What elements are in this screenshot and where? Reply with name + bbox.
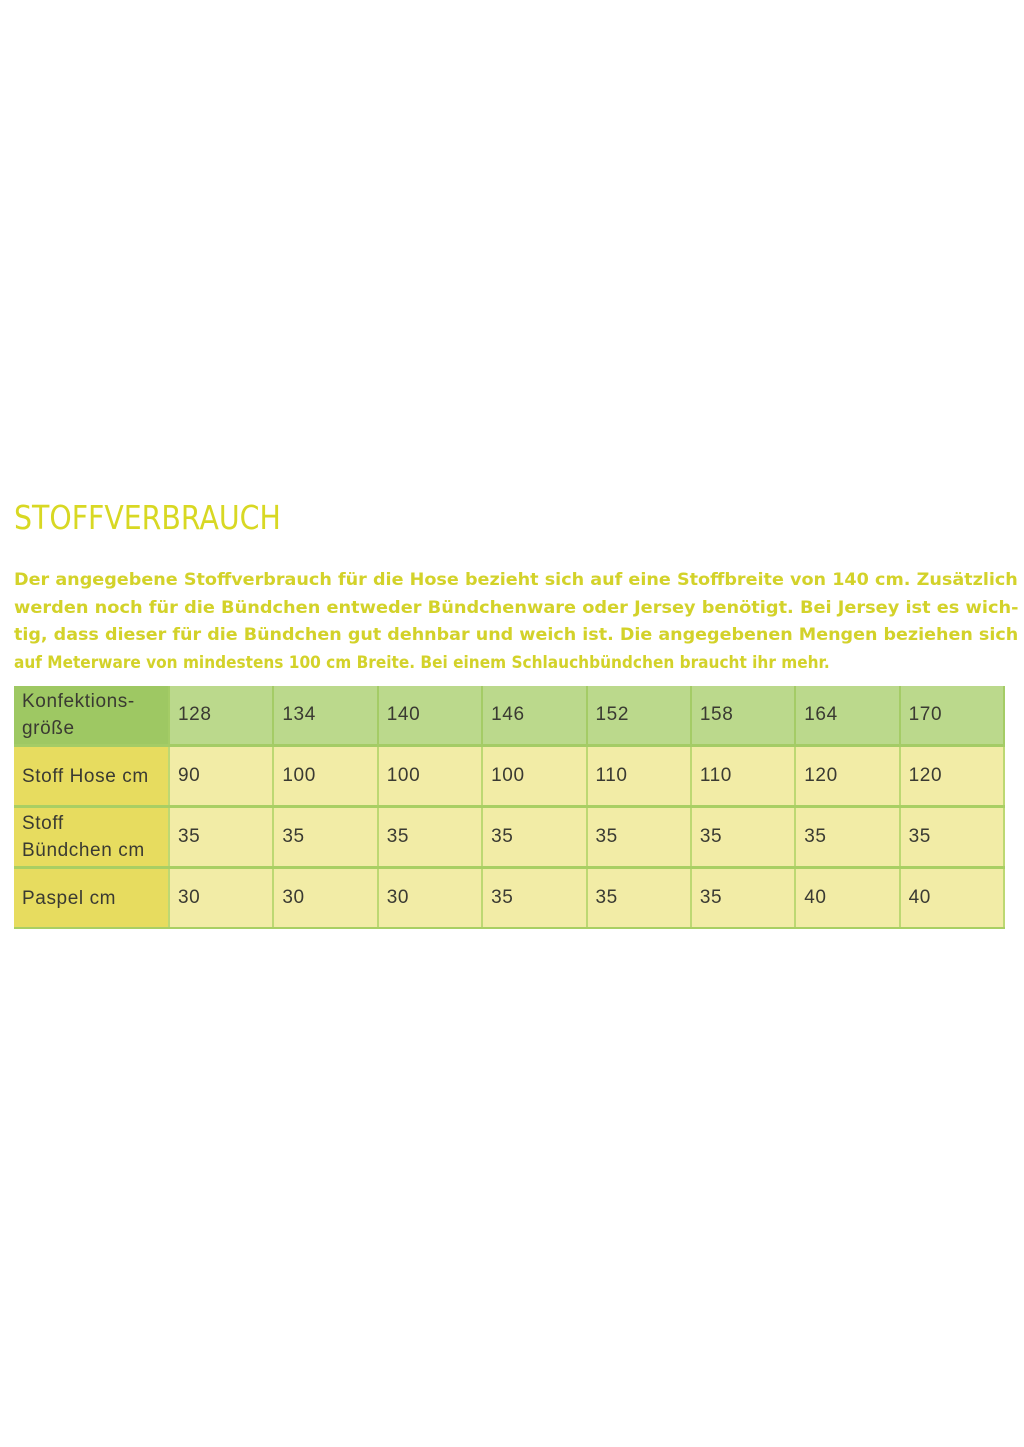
size-header-cell: 134: [273, 686, 377, 746]
value-cell: 35: [482, 868, 586, 929]
row-label-line2: Bündchen cm: [22, 840, 145, 861]
header-label-cell: [14, 686, 169, 746]
intro-line: auf Meterware von mindestens 100 cm Breite. Bei einem Schlauchbündchen braucht ihr mehr.: [14, 652, 830, 672]
row-label-cell: [14, 746, 169, 807]
table-header-row: [14, 686, 1004, 746]
value-cell: 100: [273, 746, 377, 807]
value-cell: 35: [378, 807, 482, 868]
value-cell: 30: [169, 868, 273, 929]
value-cell: 35: [691, 868, 795, 929]
fabric-consumption-table: [14, 686, 1005, 929]
size-header-cell: 140: [378, 686, 482, 746]
value-cell: 35: [587, 807, 691, 868]
intro-line: Der angegebene Stoffverbrauch für die Hose bezieht sich auf eine Stoffbreite von 140 cm. Zusätzlich: [14, 570, 1018, 589]
value-cell: 35: [169, 807, 273, 868]
intro-paragraph: [14, 566, 1018, 676]
size-header-cell: 164: [795, 686, 899, 746]
value-cell: 30: [273, 868, 377, 929]
size-header-cell: 152: [587, 686, 691, 746]
size-header-cell: 170: [900, 686, 1004, 746]
size-header-cell: 158: [691, 686, 795, 746]
value-cell: 35: [900, 807, 1004, 868]
table-row: [14, 868, 1004, 929]
value-cell: 40: [900, 868, 1004, 929]
table-row: [14, 746, 1004, 807]
page-title: STOFFVERBRAUCH: [14, 498, 281, 537]
header-label-line2: größe: [22, 718, 75, 739]
row-label-cell: [14, 868, 169, 929]
value-cell: 90: [169, 746, 273, 807]
row-label-line1: Paspel cm: [22, 887, 117, 909]
intro-line: tig, dass dieser für die Bündchen gut dehnbar und weich ist. Die angegebenen Mengen beziehen sich: [14, 625, 1019, 644]
row-label-line1: Stoff Hose cm: [22, 765, 149, 787]
value-cell: 35: [795, 807, 899, 868]
size-header-cell: 128: [169, 686, 273, 746]
value-cell: 110: [587, 746, 691, 807]
row-label-line1: Stoff: [22, 813, 64, 834]
size-header-cell: 146: [482, 686, 586, 746]
value-cell: 35: [273, 807, 377, 868]
table-row: [14, 807, 1004, 868]
header-label-line1: Konfektions-: [22, 691, 135, 712]
value-cell: 35: [482, 807, 586, 868]
value-cell: 120: [795, 746, 899, 807]
value-cell: 100: [482, 746, 586, 807]
value-cell: 35: [691, 807, 795, 868]
value-cell: 35: [587, 868, 691, 929]
intro-line: werden noch für die Bündchen entweder Bündchenware oder Jersey benötigt. Bei Jersey ist es wich-: [14, 597, 1019, 617]
row-label-cell: [14, 807, 169, 868]
value-cell: 30: [378, 868, 482, 929]
value-cell: 110: [691, 746, 795, 807]
value-cell: 120: [900, 746, 1004, 807]
value-cell: 100: [378, 746, 482, 807]
value-cell: 40: [795, 868, 899, 929]
